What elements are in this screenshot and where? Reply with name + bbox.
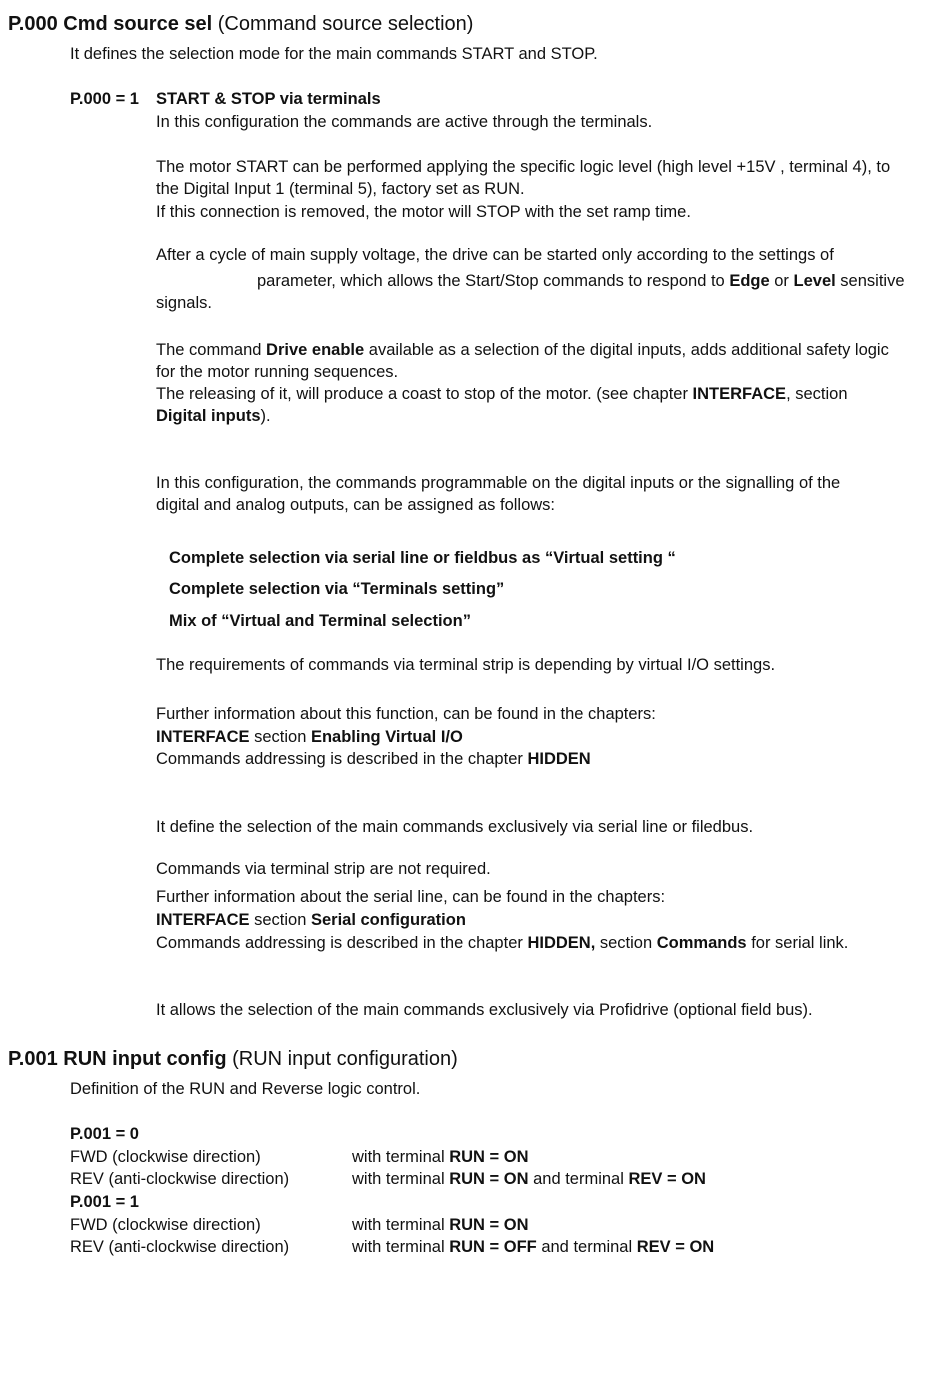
de3-text-a: The releasing of it, will produce a coast to stop of the motor. (see chapter bbox=[156, 385, 693, 403]
row1-direction: REV (anti-clockwise direction) bbox=[70, 1170, 290, 1188]
requirements-line: The requirements of commands via terminal strip is depending by virtual I/O settings. bbox=[156, 656, 776, 674]
row3-with: with terminal bbox=[352, 1238, 450, 1256]
further-info-line3 bbox=[156, 748, 591, 770]
selection-virtual: Complete selection via serial line or fieldbus as “Virtual setting “ bbox=[169, 549, 676, 567]
start-para-line3: If this connection is removed, the motor will STOP with the set ramp time. bbox=[156, 203, 691, 221]
de4-text-b: ). bbox=[260, 407, 271, 425]
row3-direction: REV (anti-clockwise direction) bbox=[70, 1238, 290, 1256]
serial-config-term: Serial configuration bbox=[310, 911, 466, 929]
p001-desc: (RUN input configuration) bbox=[232, 1048, 458, 1070]
p001-option0-code: P.001 = 0 bbox=[70, 1125, 139, 1143]
edge-term: Edge bbox=[729, 272, 770, 290]
digital-inputs-term: Digital inputs bbox=[156, 407, 261, 425]
row1-condition bbox=[352, 1168, 706, 1190]
row2-condition bbox=[352, 1214, 529, 1236]
de-text-c: available as a selection of the digital inputs, adds additional safety logic bbox=[364, 341, 889, 359]
serial5-text-c: section bbox=[595, 934, 657, 952]
serial-section-text: section bbox=[249, 911, 311, 929]
p001-name: RUN input config bbox=[63, 1048, 227, 1070]
p001-intro: Definition of the RUN and Reverse logic control. bbox=[70, 1080, 421, 1098]
selection-terminals: Complete selection via “Terminals setting” bbox=[169, 580, 505, 598]
serial-interface-term: INTERFACE bbox=[156, 911, 250, 929]
p000-intro: It defines the selection mode for the main commands START and STOP. bbox=[70, 45, 598, 63]
row1-and: and terminal bbox=[528, 1170, 629, 1188]
drive-enable-line1 bbox=[156, 339, 889, 361]
cycle-text-or: or bbox=[769, 272, 794, 290]
fi3-text: Commands addressing is described in the chapter bbox=[156, 750, 528, 768]
row2-c1: RUN = ON bbox=[449, 1216, 529, 1234]
serial-line1: It define the selection of the main commands exclusively via serial line or filedbus. bbox=[156, 818, 754, 836]
cycle-para-line1: After a cycle of main supply voltage, the drive can be started only according to the settings of bbox=[156, 246, 834, 264]
further-info-line1: Further information about this function, can be found in the chapters: bbox=[156, 705, 656, 723]
p000-code: P.000 bbox=[8, 13, 58, 35]
row2-direction: FWD (clockwise direction) bbox=[70, 1216, 261, 1234]
p000-option1-code: P.000 = 1 bbox=[70, 90, 139, 108]
serial-line5 bbox=[156, 932, 848, 954]
fi-section-text: section bbox=[249, 728, 311, 746]
p000-heading bbox=[8, 12, 473, 36]
fi-hidden-term: HIDDEN bbox=[527, 750, 591, 768]
row0-direction: FWD (clockwise direction) bbox=[70, 1148, 261, 1166]
drive-enable-line3 bbox=[156, 383, 848, 405]
commands-term: Commands bbox=[656, 934, 747, 952]
selection-mix: Mix of “Virtual and Terminal selection” bbox=[169, 612, 471, 630]
p000-desc: (Command source selection) bbox=[217, 13, 474, 35]
further-info-line2 bbox=[156, 726, 463, 748]
profidrive-line: It allows the selection of the main commands exclusively via Profidrive (optional field bus). bbox=[156, 1001, 813, 1019]
fi-interface-term: INTERFACE bbox=[156, 728, 250, 746]
serial5-text-e: for serial link. bbox=[746, 934, 849, 952]
serial-hidden-term: HIDDEN, bbox=[527, 934, 596, 952]
row2-with: with terminal bbox=[352, 1216, 450, 1234]
start-para-line2: the Digital Input 1 (terminal 5), factory set as RUN. bbox=[156, 180, 525, 198]
row1-with: with terminal bbox=[352, 1170, 450, 1188]
row0-with: with terminal bbox=[352, 1148, 450, 1166]
cycle-text-b: sensitive bbox=[835, 272, 905, 290]
row0-c1: RUN = ON bbox=[449, 1148, 529, 1166]
p001-option1-code: P.001 = 1 bbox=[70, 1193, 139, 1211]
cycle-para-line3: signals. bbox=[156, 294, 212, 312]
row0-condition bbox=[352, 1146, 529, 1168]
serial-line2: Commands via terminal strip are not required. bbox=[156, 860, 491, 878]
drive-enable-line4 bbox=[156, 405, 271, 427]
config-line2: digital and analog outputs, can be assigned as follows: bbox=[156, 496, 556, 514]
row3-and: and terminal bbox=[536, 1238, 637, 1256]
de3-text-c: , section bbox=[786, 385, 848, 403]
p001-code: P.001 bbox=[8, 1048, 58, 1070]
cycle-para-line2 bbox=[257, 270, 905, 292]
row3-c2: REV = ON bbox=[636, 1238, 715, 1256]
serial5-text-a: Commands addressing is described in the chapter bbox=[156, 934, 528, 952]
row1-c1: RUN = ON bbox=[449, 1170, 529, 1188]
p001-heading bbox=[8, 1047, 458, 1071]
interface-term: INTERFACE bbox=[692, 385, 787, 403]
p000-option1-line: In this configuration the commands are active through the terminals. bbox=[156, 113, 653, 131]
serial-line4 bbox=[156, 909, 466, 931]
serial-line3: Further information about the serial line, can be found in the chapters: bbox=[156, 888, 666, 906]
cycle-text-a: parameter, which allows the Start/Stop commands to respond to bbox=[257, 272, 730, 290]
row3-c1: RUN = OFF bbox=[449, 1238, 537, 1256]
level-term: Level bbox=[793, 272, 836, 290]
virtual-io-term: Enabling Virtual I/O bbox=[310, 728, 463, 746]
config-line1: In this configuration, the commands programmable on the digital inputs or the signalling of the bbox=[156, 474, 841, 492]
drive-enable-term: Drive enable bbox=[266, 341, 365, 359]
drive-enable-line2: for the motor running sequences. bbox=[156, 363, 399, 381]
p000-name: Cmd source sel bbox=[63, 13, 213, 35]
p000-option1-title: START & STOP via terminals bbox=[156, 90, 381, 108]
start-para-line1: The motor START can be performed applying the specific logic level (high level +15V , terminal 4), to bbox=[156, 158, 891, 176]
row1-c2: REV = ON bbox=[628, 1170, 706, 1188]
row3-condition bbox=[352, 1236, 714, 1258]
de-text-a: The command bbox=[156, 341, 267, 359]
